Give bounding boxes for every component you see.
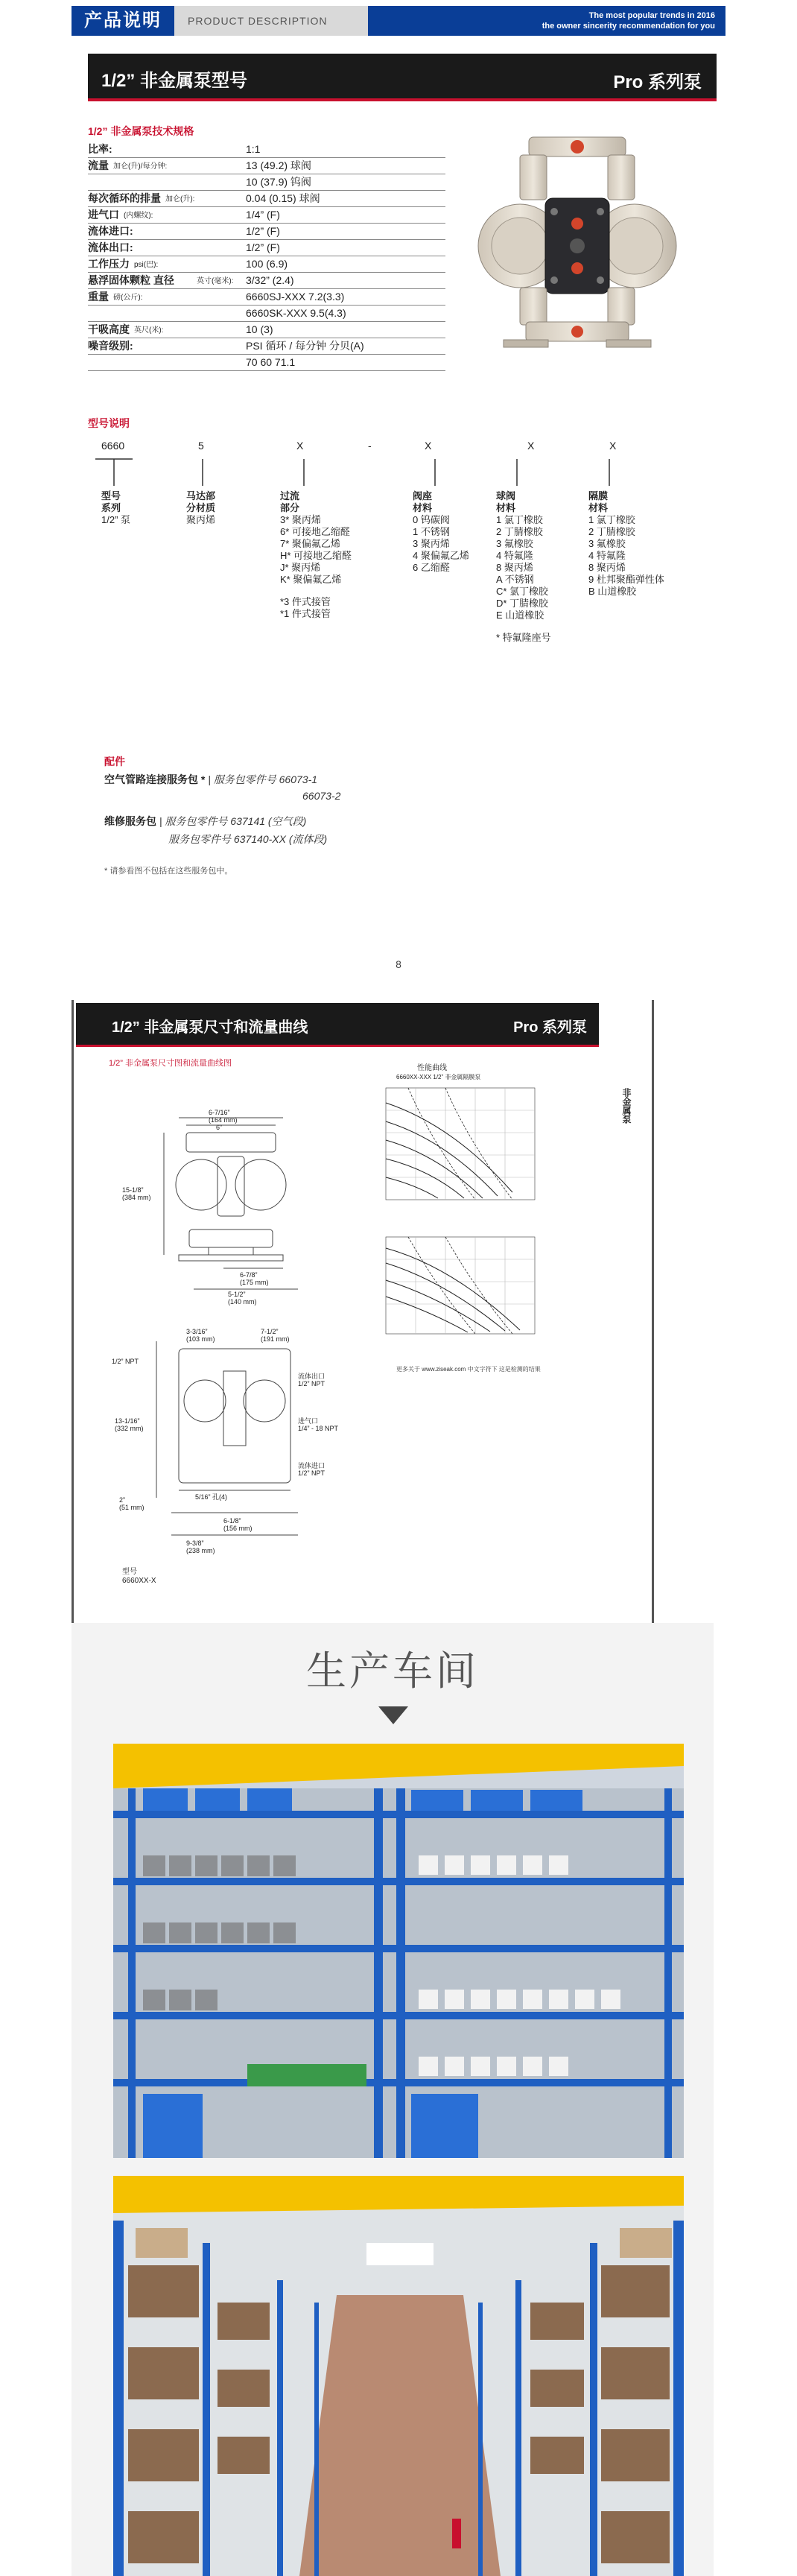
spec-row — [88, 355, 445, 371]
page7-red-divider — [88, 98, 717, 101]
spec-unit: 磅(公斤): — [113, 294, 143, 302]
spec-value: 13 (49.2) 球阀 — [246, 159, 311, 171]
spec-unit: 英寸(毫米): — [197, 277, 234, 285]
model-group-title: 阀座 材料 — [413, 490, 433, 513]
model-group-item: 聚丙烯 — [186, 514, 216, 525]
svg-text:(175 mm): (175 mm) — [240, 1279, 269, 1286]
spec-value: 1/4” (F) — [246, 209, 280, 221]
spec-label: 每次循环的排量 — [88, 192, 161, 204]
spec-value: 1:1 — [246, 143, 261, 155]
svg-text:1/4” - 18 NPT: 1/4” - 18 NPT — [298, 1425, 339, 1432]
spec-value: 3/32” (2.4) — [246, 274, 294, 286]
model-group-item: 3 氟橡胶 — [496, 538, 533, 549]
spec-row — [88, 142, 445, 158]
model-code-part: X — [527, 440, 535, 452]
parts-label: 空气管路连接服务包 * — [104, 773, 206, 785]
model-group-item: 1 不锈钢 — [413, 526, 450, 537]
spec-row — [88, 273, 445, 289]
factory-title: 生产车间 — [306, 1649, 479, 1694]
page7-number: 8 — [396, 958, 401, 970]
svg-text:(51 mm): (51 mm) — [119, 1504, 145, 1511]
spec-unit: (内螺纹): — [124, 212, 153, 220]
page8-title: 1/2” 非金属泵尺寸和流量曲线 — [112, 1019, 308, 1036]
spec-label: 噪音级别: — [88, 340, 133, 352]
model-group-item: 6 乙缩醛 — [413, 562, 450, 573]
model-group-item: A 不锈钢 — [496, 574, 534, 585]
spec-label: 重量 — [88, 291, 109, 303]
workshop-photo-1 — [113, 1744, 684, 2158]
model-group-item: 1 氯丁橡胶 — [588, 514, 635, 525]
model-brackets — [88, 456, 654, 493]
model-group-title: 型号 系列 — [101, 490, 121, 513]
pump-photo — [477, 134, 678, 350]
svg-text:1/2” NPT: 1/2” NPT — [112, 1358, 139, 1365]
svg-text:1/2” NPT: 1/2” NPT — [298, 1469, 326, 1477]
page8-side-tab: 非金属泵 — [621, 1088, 632, 1124]
parts-detail: | 服务包零件号 66073-1 — [205, 773, 318, 785]
spec-label: 进气口 — [88, 209, 119, 221]
banner-title: 产品说明 — [72, 6, 174, 36]
spec-unit: 加仑(升): — [165, 195, 195, 203]
model-group-item: 3 氟橡胶 — [588, 538, 626, 549]
chevron-down-icon — [378, 1706, 408, 1726]
tagline-line-2: the owner sincerity recommendation for you — [542, 22, 715, 31]
model-group-item: C* 氯丁橡胶 — [496, 586, 549, 597]
svg-text:(164 mm): (164 mm) — [209, 1116, 238, 1124]
model-group-item: 3 聚丙烯 — [413, 538, 450, 549]
model-group-item: *3 件式接管 — [280, 596, 331, 607]
spec-row — [88, 306, 445, 322]
model-group-item: 4 特氟隆 — [496, 550, 533, 561]
model-group — [186, 490, 290, 526]
svg-text:3-3/16”: 3-3/16” — [186, 1328, 208, 1335]
model-group-item: 8 聚丙烯 — [588, 562, 626, 573]
model-group-item: 8 聚丙烯 — [496, 562, 533, 573]
svg-text:(156 mm): (156 mm) — [223, 1525, 253, 1532]
svg-text:15-1/8”: 15-1/8” — [122, 1186, 144, 1194]
page8-title-bar — [76, 1003, 599, 1045]
model-group — [588, 490, 693, 598]
spec-label: 流体进口: — [88, 225, 133, 237]
parts-label: 维修服务包 — [104, 815, 156, 827]
page8-series: Pro 系列泵 — [513, 1019, 587, 1036]
spec-value: 10 (37.9) 钨阀 — [246, 176, 311, 188]
spec-row — [88, 191, 445, 207]
spec-row — [88, 289, 445, 306]
svg-text:13-1/16”: 13-1/16” — [115, 1417, 140, 1425]
model-code-part: X — [425, 440, 432, 452]
spec-value: 70 60 71.1 — [246, 356, 296, 368]
model-group-item: B 山道橡胶 — [588, 586, 637, 597]
svg-text:6-7/8”: 6-7/8” — [240, 1271, 258, 1279]
spec-label: 工作压力 — [88, 258, 130, 270]
spec-row — [88, 158, 445, 174]
parts-row — [104, 814, 306, 829]
svg-text:流体出口: 流体出口 — [298, 1373, 326, 1380]
spec-row — [88, 224, 445, 240]
model-group-item: H* 可接地乙缩醛 — [280, 550, 352, 561]
model-group-item: 4 聚偏氟乙烯 — [413, 550, 469, 561]
spec-value: 1/2” (F) — [246, 225, 280, 237]
model-group-item: * 特氟隆座号 — [496, 632, 551, 643]
spec-value: 1/2” (F) — [246, 241, 280, 253]
page8-subheading: 1/2” 非金属泵尺寸图和流量曲线图 — [109, 1059, 232, 1068]
model-group — [280, 490, 384, 620]
svg-text:5-1/2”: 5-1/2” — [228, 1291, 246, 1298]
model-group-item: J* 聚丙烯 — [280, 562, 321, 573]
parts-row — [302, 790, 340, 802]
svg-text:7-1/2”: 7-1/2” — [261, 1328, 279, 1335]
svg-text:6-1/8”: 6-1/8” — [223, 1517, 241, 1525]
model-group — [496, 490, 600, 644]
spec-label: 干吸高度 — [88, 323, 130, 335]
spec-heading: 1/2” 非金属泵技术规格 — [88, 125, 194, 137]
spec-row — [88, 256, 445, 273]
spec-label: 比率: — [88, 143, 112, 155]
model-caption: 型号 6660XX-X — [122, 1568, 156, 1585]
workshop-photo-2 — [113, 2176, 684, 2576]
spec-unit: psi(巴): — [134, 261, 159, 269]
model-heading: 型号说明 — [88, 417, 130, 429]
svg-text:(191 mm): (191 mm) — [261, 1335, 290, 1343]
model-group-item: *1 件式接管 — [280, 608, 331, 619]
svg-text:6-7/16”: 6-7/16” — [209, 1109, 230, 1116]
model-code-part: - — [368, 440, 372, 452]
svg-text:(238 mm): (238 mm) — [186, 1547, 215, 1554]
spec-value: 6660SK-XXX 9.5(4.3) — [246, 307, 346, 319]
page7-title-bar — [88, 54, 717, 98]
parts-detail: | 服务包零件号 637141 (空气段) — [156, 815, 307, 827]
perf-chart-title: 性能曲线 — [417, 1064, 447, 1072]
model-group-title: 球阀 材料 — [496, 490, 516, 513]
model-code-part: X — [609, 440, 617, 452]
svg-text:2”: 2” — [119, 1496, 126, 1504]
model-group-item: 3* 聚丙烯 — [280, 514, 321, 525]
page8-red-divider — [76, 1045, 599, 1047]
dimension-drawing — [112, 1073, 358, 1587]
spec-row — [88, 338, 445, 355]
spec-row — [88, 207, 445, 224]
page7-title: 1/2” 非金属泵型号 — [101, 71, 248, 91]
model-group-item: 1 氯丁橡胶 — [496, 514, 543, 525]
svg-text:(384 mm): (384 mm) — [122, 1194, 151, 1201]
chart-note: 更多关于 www.ziseak.com 中文字符下 这是检测的结果 — [396, 1366, 541, 1373]
banner-subtitle: PRODUCT DESCRIPTION — [174, 6, 368, 36]
spec-row — [88, 322, 445, 338]
spec-value: PSI 循环 / 每分钟 分贝(A) — [246, 340, 364, 352]
parts-heading: 配件 — [104, 756, 125, 768]
model-group-item: 2 丁腈橡胶 — [496, 526, 543, 537]
spec-value: 6660SJ-XXX 7.2(3.3) — [246, 291, 345, 303]
parts-note: * 请参看图不包括在这些服务包中。 — [104, 867, 233, 876]
banner-tagline — [368, 6, 725, 36]
model-code-part: X — [296, 440, 304, 452]
svg-text:进气口: 进气口 — [298, 1417, 319, 1425]
spec-label: 流体出口: — [88, 241, 133, 253]
model-group-title: 过流 部分 — [280, 490, 300, 513]
svg-text:5/16” 孔(4): 5/16” 孔(4) — [195, 1493, 228, 1501]
spec-value: 0.04 (0.15) 球阀 — [246, 192, 320, 204]
svg-text:(332 mm): (332 mm) — [115, 1425, 144, 1432]
parts-detail: 66073-2 — [302, 790, 341, 802]
parts-row — [104, 772, 317, 787]
model-group-item: 6* 可接地乙缩醛 — [280, 526, 350, 537]
svg-text:流体进口: 流体进口 — [298, 1462, 326, 1469]
model-group-item: D* 丁腈橡胶 — [496, 598, 549, 609]
spec-row — [88, 174, 445, 191]
model-group-item — [496, 621, 600, 632]
model-group-item — [280, 586, 384, 596]
model-group-item: K* 聚偏氟乙烯 — [280, 574, 342, 585]
svg-text:1/2” NPT: 1/2” NPT — [298, 1380, 326, 1387]
spec-unit: 英尺(米): — [134, 326, 164, 335]
model-group-item: 4 特氟隆 — [588, 550, 626, 561]
spec-unit: 加仑(升)/每分钟: — [113, 162, 168, 171]
model-group-item: 1/2” 泵 — [101, 514, 131, 525]
parts-detail: 服务包零件号 637140-XX (流体段) — [168, 833, 328, 845]
spec-value: 10 (3) — [246, 323, 273, 335]
spec-value: 100 (6.9) — [246, 258, 288, 270]
model-code-part: 5 — [198, 440, 204, 452]
svg-text:(103 mm): (103 mm) — [186, 1335, 215, 1343]
perf-charts — [363, 1080, 550, 1356]
page7-series: Pro 系列泵 — [613, 72, 702, 92]
model-group-title: 隔膜 材料 — [588, 490, 609, 513]
spec-label: 流量 — [88, 159, 109, 171]
model-code-part: 6660 — [101, 440, 125, 452]
spec-row — [88, 240, 445, 256]
model-group-item: 0 钨碳阀 — [413, 514, 450, 525]
svg-text:9-3/8”: 9-3/8” — [186, 1539, 204, 1547]
model-group-item: E 山道橡胶 — [496, 610, 544, 621]
spec-label: 悬浮固体颗粒 直径 — [88, 274, 174, 286]
svg-text:(140 mm): (140 mm) — [228, 1298, 257, 1306]
tagline-line-1: The most popular trends in 2016 — [588, 11, 715, 20]
svg-text:6”: 6” — [216, 1124, 223, 1131]
parts-row — [168, 832, 327, 846]
perf-chart-subtitle: 6660XX-XXX 1/2” 非金属隔膜泵 — [396, 1074, 481, 1080]
model-group-item: 2 丁腈橡胶 — [588, 526, 635, 537]
model-group-item: 7* 聚偏氟乙烯 — [280, 538, 340, 549]
model-group-title: 马达部 分材质 — [186, 490, 216, 513]
model-group-item: 9 杜邦聚酯弹性体 — [588, 574, 664, 585]
